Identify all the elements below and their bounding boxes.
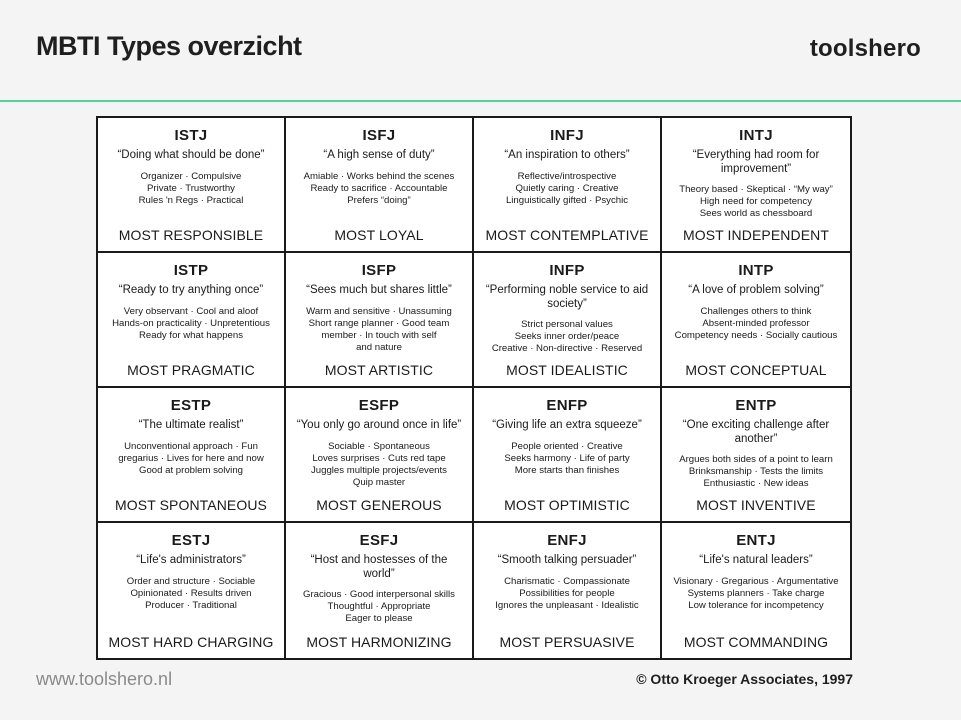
type-card-intj bbox=[662, 118, 850, 253]
type-quote: “Sees much but shares little” bbox=[306, 284, 452, 296]
type-traits: People oriented · Creative Seeks harmony · Life of party More starts than finishes bbox=[504, 440, 630, 476]
type-most: MOST OPTIMISTIC bbox=[504, 497, 630, 513]
type-quote: “Smooth talking persuader” bbox=[497, 554, 637, 566]
type-card-isfp bbox=[286, 253, 474, 388]
type-most: MOST HARMONIZING bbox=[306, 634, 452, 650]
type-most: MOST LOYAL bbox=[334, 227, 424, 243]
type-most: MOST IDEALISTIC bbox=[506, 362, 628, 378]
type-quote: “An inspiration to others” bbox=[504, 149, 630, 161]
type-traits: Gracious · Good interpersonal skills Thoughtful · Appropriate Eager to please bbox=[303, 589, 455, 624]
type-most: MOST RESPONSIBLE bbox=[118, 227, 264, 243]
type-card-istp bbox=[98, 253, 286, 388]
type-most: MOST ARTISTIC bbox=[324, 362, 434, 378]
type-code: INFJ bbox=[550, 127, 584, 144]
type-card-esfj bbox=[286, 523, 474, 658]
type-traits: Theory based · Skeptical · “My way” High need for competency Sees world as chessboard bbox=[679, 184, 833, 219]
type-traits: Visionary · Gregarious · Argumentative Systems planners · Take charge Low tolerance for incompetency bbox=[673, 575, 839, 611]
type-card-intp bbox=[662, 253, 850, 388]
type-quote: “Doing what should be done” bbox=[117, 149, 265, 161]
type-quote: “Life's natural leaders” bbox=[699, 554, 813, 566]
type-card-enfj bbox=[474, 523, 662, 658]
copyright-notice: © Otto Kroeger Associates, 1997 bbox=[636, 671, 853, 687]
type-quote: “Performing noble service to aid society” bbox=[485, 284, 649, 310]
mbti-grid bbox=[96, 116, 852, 660]
type-quote: “The ultimate realist” bbox=[138, 419, 244, 431]
type-traits: Amiable · Works behind the scenes Ready to sacrifice · Accountable Prefers “doing” bbox=[303, 170, 455, 206]
type-code: ESTP bbox=[170, 397, 212, 414]
type-card-entp bbox=[662, 388, 850, 523]
type-code: ENTP bbox=[735, 397, 777, 414]
type-most: MOST PRAGMATIC bbox=[127, 362, 255, 378]
type-traits: Argues both sides of a point to learn Brinksmanship · Tests the limits Enthusiastic · New ideas bbox=[679, 454, 833, 489]
website-link[interactable]: www.toolshero.nl bbox=[36, 669, 173, 689]
type-traits: Organizer · Compulsive Private · Trustworthy Rules 'n Regs · Practical bbox=[138, 170, 244, 206]
type-traits: Charismatic · Compassionate Possibilities for people Ignores the unpleasant · Idealistic bbox=[495, 575, 639, 611]
type-card-estj bbox=[98, 523, 286, 658]
type-code: INFP bbox=[549, 262, 585, 279]
type-traits: Order and structure · Sociable Opinionated · Results driven Producer · Traditional bbox=[126, 575, 256, 611]
type-traits: Unconventional approach · Fun gregarius · Lives for here and now Good at problem solving bbox=[118, 440, 264, 476]
type-code: INTP bbox=[738, 262, 774, 279]
type-code: ENFP bbox=[546, 397, 588, 414]
type-most: MOST CONCEPTUAL bbox=[685, 362, 827, 378]
type-quote: “You only go around once in life” bbox=[296, 419, 462, 431]
type-most: MOST COMMANDING bbox=[683, 634, 829, 650]
type-traits: Reflective/introspective Quietly caring · Creative Linguistically gifted · Psychic bbox=[505, 170, 629, 206]
brand-logo[interactable]: toolshero bbox=[809, 35, 921, 62]
type-quote: “Life's administrators” bbox=[136, 554, 246, 566]
type-card-istj bbox=[98, 118, 286, 253]
type-most: MOST CONTEMPLATIVE bbox=[485, 227, 649, 243]
type-traits: Challenges others to think Absent-minded professor Competency needs · Socially cautious bbox=[674, 305, 838, 341]
type-quote: “A love of problem solving” bbox=[688, 284, 824, 296]
type-code: ISFP bbox=[361, 262, 397, 279]
type-code: ESTJ bbox=[171, 532, 211, 549]
type-code: ESFJ bbox=[359, 532, 399, 549]
type-traits: Sociable · Spontaneous Loves surprises · Cuts red tape Juggles multiple projects/events Quip master bbox=[311, 440, 447, 488]
type-code: ISTJ bbox=[174, 127, 208, 144]
type-card-entj bbox=[662, 523, 850, 658]
type-code: ENTJ bbox=[736, 532, 776, 549]
type-quote: “A high sense of duty” bbox=[323, 149, 435, 161]
type-code: ENFJ bbox=[547, 532, 587, 549]
page-title: MBTI Types overzicht bbox=[36, 31, 302, 61]
type-code: INTJ bbox=[739, 127, 773, 144]
type-card-enfp bbox=[474, 388, 662, 523]
type-traits: Strict personal values Seeks inner order/peace Creative · Non-directive · Reserved bbox=[491, 319, 643, 354]
type-most: MOST SPONTANEOUS bbox=[115, 497, 267, 513]
type-quote: “Giving life an extra squeeze” bbox=[492, 419, 642, 431]
type-quote: “Host and hostesses of the world” bbox=[310, 554, 448, 580]
type-most: MOST INDEPENDENT bbox=[682, 227, 830, 243]
page-header bbox=[0, 0, 961, 102]
type-traits: Very observant · Cool and aloof Hands-on practicality · Unpretentious Ready for what happens bbox=[112, 305, 270, 341]
type-quote: “Everything had room for improvement” bbox=[692, 149, 820, 175]
type-code: ESFP bbox=[358, 397, 400, 414]
type-card-infj bbox=[474, 118, 662, 253]
type-most: MOST INVENTIVE bbox=[696, 497, 816, 513]
type-quote: “One exciting challenge after another” bbox=[682, 419, 830, 445]
type-most: MOST HARD CHARGING bbox=[108, 634, 274, 650]
type-most: MOST GENEROUS bbox=[316, 497, 442, 513]
type-traits: Warm and sensitive · Unassuming Short range planner · Good team member · In touch with self and nature bbox=[306, 305, 452, 353]
type-card-isfj bbox=[286, 118, 474, 253]
type-most: MOST PERSUASIVE bbox=[499, 634, 635, 650]
type-card-esfp bbox=[286, 388, 474, 523]
type-quote: “Ready to try anything once” bbox=[118, 284, 264, 296]
type-code: ISFJ bbox=[362, 127, 396, 144]
type-card-infp bbox=[474, 253, 662, 388]
type-code: ISTP bbox=[173, 262, 209, 279]
type-card-estp bbox=[98, 388, 286, 523]
